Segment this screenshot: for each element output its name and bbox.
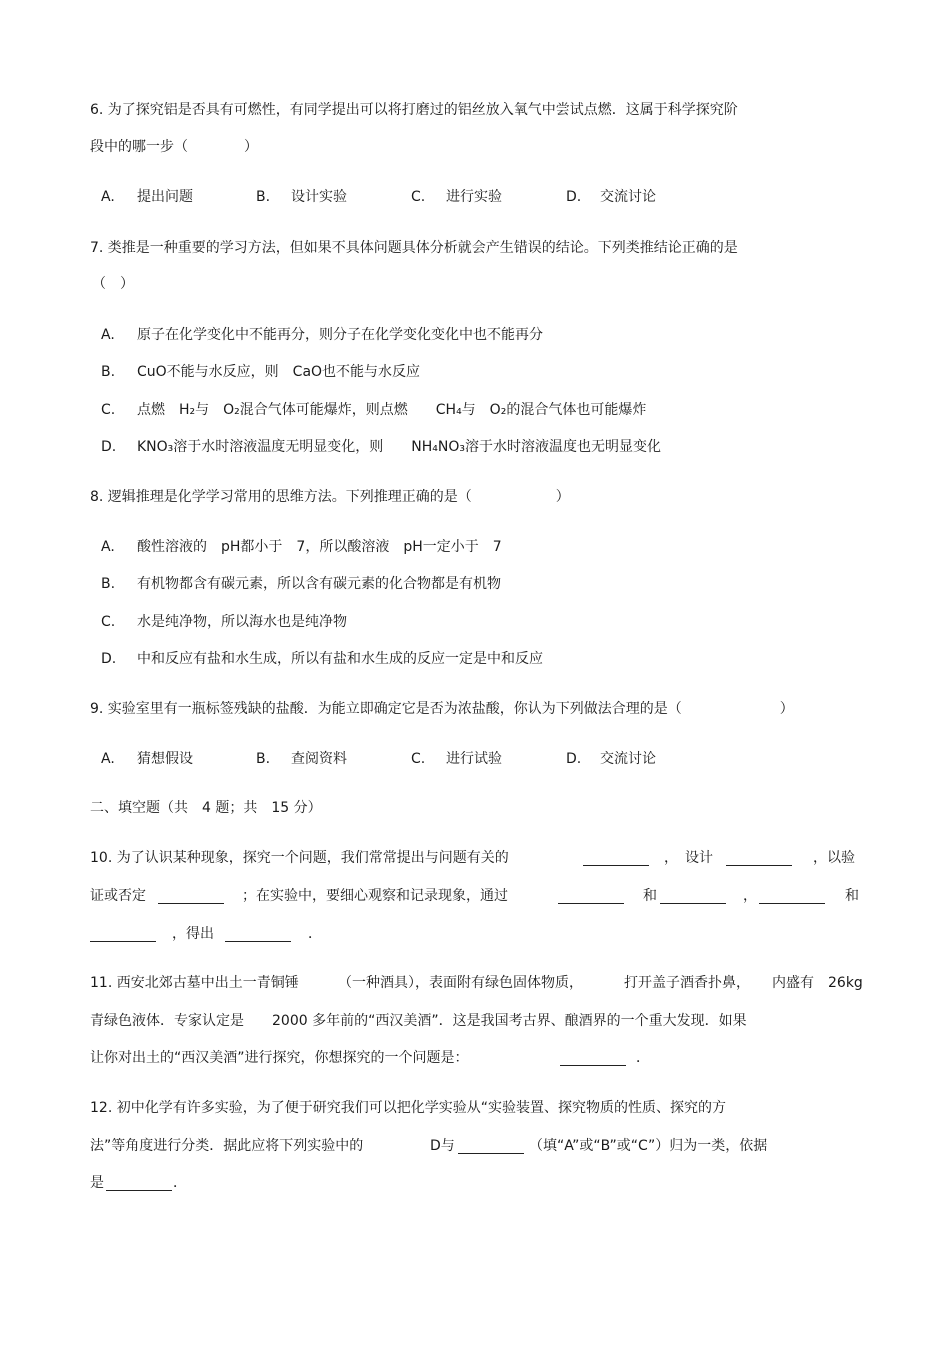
q12-line2-c: （填“A”或“B”或“C”）归为一类，依据 bbox=[529, 1138, 768, 1154]
q10-blank-2[interactable] bbox=[726, 851, 792, 866]
q10-line2-comma: ， bbox=[743, 888, 757, 904]
option-letter: A. bbox=[101, 189, 115, 205]
q6-option-a bbox=[101, 187, 193, 207]
option-text: 提出问题 bbox=[137, 189, 193, 205]
q10-line1-end: ，以验 bbox=[813, 850, 855, 866]
option-text: 点燃 H₂与 O₂混合气体可能爆炸，则点燃 CH₄与 O₂的混合气体也可能爆炸 bbox=[137, 402, 647, 418]
q10-blank-1[interactable] bbox=[583, 851, 649, 866]
q12-line3-end: ． bbox=[173, 1175, 187, 1191]
q7-option-b bbox=[101, 362, 421, 382]
q9-option-d bbox=[566, 749, 656, 769]
option-text: KNO₃溶于水时溶液温度无明显变化，则 NH₄NO₃溶于水时溶液温度也无明显变化 bbox=[137, 439, 662, 455]
q12-blank-1[interactable] bbox=[458, 1139, 524, 1154]
q10-line2-mid: ；在实验中，要细心观察和记录现象，通过 bbox=[242, 888, 508, 904]
q10-line3-end: ． bbox=[308, 926, 322, 942]
q9-option-a bbox=[101, 749, 193, 769]
q10-line3-text: ，得出 bbox=[172, 926, 214, 942]
option-text: 进行实验 bbox=[446, 189, 502, 205]
q10-blank-7[interactable] bbox=[90, 927, 156, 942]
option-letter: C. bbox=[101, 402, 116, 418]
q12-line2-b: D与 bbox=[430, 1138, 455, 1154]
q6-option-c bbox=[411, 187, 502, 207]
option-letter: A. bbox=[101, 539, 115, 555]
q8-option-a bbox=[101, 537, 502, 557]
option-text: 猜想假设 bbox=[137, 751, 193, 767]
option-letter: B. bbox=[101, 576, 116, 592]
option-text: 水是纯净物，所以海水也是纯净物 bbox=[137, 614, 347, 630]
q8-option-b bbox=[101, 574, 501, 594]
q11-line1-d: 内盛有 26kg bbox=[772, 975, 863, 991]
q10-line2-and2: 和 bbox=[845, 888, 859, 904]
q6-stem-line1: 6. 为了探究铝是否具有可燃性，有同学提出可以将打磨过的铝丝放入氧气中尝试点燃．这属于科学探究阶 bbox=[90, 102, 738, 118]
q12-blank-2[interactable] bbox=[106, 1176, 172, 1191]
option-text: 交流讨论 bbox=[600, 189, 656, 205]
q7-option-d bbox=[101, 437, 662, 457]
q12-line1: 12. 初中化学有许多实验，为了便于研究我们可以把化学实验从“实验装置、探究物质的性质、探究的方 bbox=[90, 1100, 726, 1116]
q10-blank-4[interactable] bbox=[558, 889, 624, 904]
option-letter: D. bbox=[566, 189, 582, 205]
option-letter: C. bbox=[101, 614, 116, 630]
q11-line3-end: ． bbox=[636, 1050, 650, 1066]
option-text: 查阅资料 bbox=[291, 751, 347, 767]
option-text: 有机物都含有碳元素，所以含有碳元素的化合物都是有机物 bbox=[137, 576, 501, 592]
q7-option-a bbox=[101, 325, 543, 345]
q11-line2: 青绿色液体．专家认定是 2000 多年前的“西汉美酒”．这是我国考古界、酿酒界的一个重大发现．如果 bbox=[90, 1013, 747, 1029]
option-letter: C. bbox=[411, 189, 426, 205]
q12-line3-a: 是 bbox=[90, 1175, 104, 1191]
q11-line1-c: 打开盖子酒香扑鼻， bbox=[624, 975, 750, 991]
q11-line1-b: （一种酒具），表面附有绿色固体物质， bbox=[338, 975, 583, 991]
option-letter: D. bbox=[101, 439, 117, 455]
q11-line1-a: 11. 西安北郊古墓中出土一青铜锤 bbox=[90, 975, 299, 991]
option-text: 进行试验 bbox=[446, 751, 502, 767]
option-letter: B. bbox=[101, 364, 116, 380]
q9-stem: 9. 实验室里有一瓶标签残缺的盐酸．为能立即确定它是否为浓盐酸，你认为下列做法合理的是（ ） bbox=[90, 701, 794, 717]
q11-line3: 让你对出土的“西汉美酒”进行探究，你想探究的一个问题是： bbox=[90, 1050, 469, 1066]
q6-option-b bbox=[256, 187, 347, 207]
q12-line2-a: 法”等角度进行分类．据此应将下列实验中的 bbox=[90, 1138, 364, 1154]
q8-option-d bbox=[101, 649, 543, 669]
option-text: 设计实验 bbox=[291, 189, 347, 205]
q10-line1-mid: ， 设计 bbox=[664, 850, 713, 866]
q10-line2-start: 证或否定 bbox=[90, 888, 146, 904]
q10-line2-and1: 和 bbox=[643, 888, 657, 904]
q10-blank-5[interactable] bbox=[660, 889, 726, 904]
q6-stem-line2: 段中的哪一步（ ） bbox=[90, 139, 258, 155]
section-heading: 二、填空题（共 4 题；共 15 分） bbox=[90, 800, 322, 816]
q10-line1-text: 10. 为了认识某种现象，探究一个问题，我们常常提出与问题有关的 bbox=[90, 850, 509, 866]
q7-stem-line1: 7. 类推是一种重要的学习方法，但如果不具体问题具体分析就会产生错误的结论。下列类推结论正确的是 bbox=[90, 240, 738, 256]
q11-blank[interactable] bbox=[560, 1051, 626, 1066]
option-text: 酸性溶液的 pH都小于 7，所以酸溶液 pH一定小于 7 bbox=[137, 539, 502, 555]
option-text: 原子在化学变化中不能再分，则分子在化学变化变化中也不能再分 bbox=[137, 327, 543, 343]
q10-blank-3[interactable] bbox=[158, 889, 224, 904]
q10-blank-6[interactable] bbox=[759, 889, 825, 904]
q6-option-d bbox=[566, 187, 656, 207]
q9-option-b bbox=[256, 749, 347, 769]
option-letter: D. bbox=[101, 651, 117, 667]
option-letter: A. bbox=[101, 327, 115, 343]
option-letter: C. bbox=[411, 751, 426, 767]
q7-stem-line2: （ ） bbox=[92, 276, 134, 292]
option-text: CuO不能与水反应，则 CaO也不能与水反应 bbox=[137, 364, 421, 380]
q9-option-c bbox=[411, 749, 502, 769]
option-text: 中和反应有盐和水生成，所以有盐和水生成的反应一定是中和反应 bbox=[137, 651, 543, 667]
option-letter: B. bbox=[256, 751, 271, 767]
q7-option-c bbox=[101, 400, 647, 420]
option-letter: B. bbox=[256, 189, 271, 205]
q8-stem: 8. 逻辑推理是化学学习常用的思维方法。下列推理正确的是（ ） bbox=[90, 489, 570, 505]
option-letter: D. bbox=[566, 751, 582, 767]
option-letter: A. bbox=[101, 751, 115, 767]
option-text: 交流讨论 bbox=[600, 751, 656, 767]
q10-blank-8[interactable] bbox=[225, 927, 291, 942]
q8-option-c bbox=[101, 612, 347, 632]
